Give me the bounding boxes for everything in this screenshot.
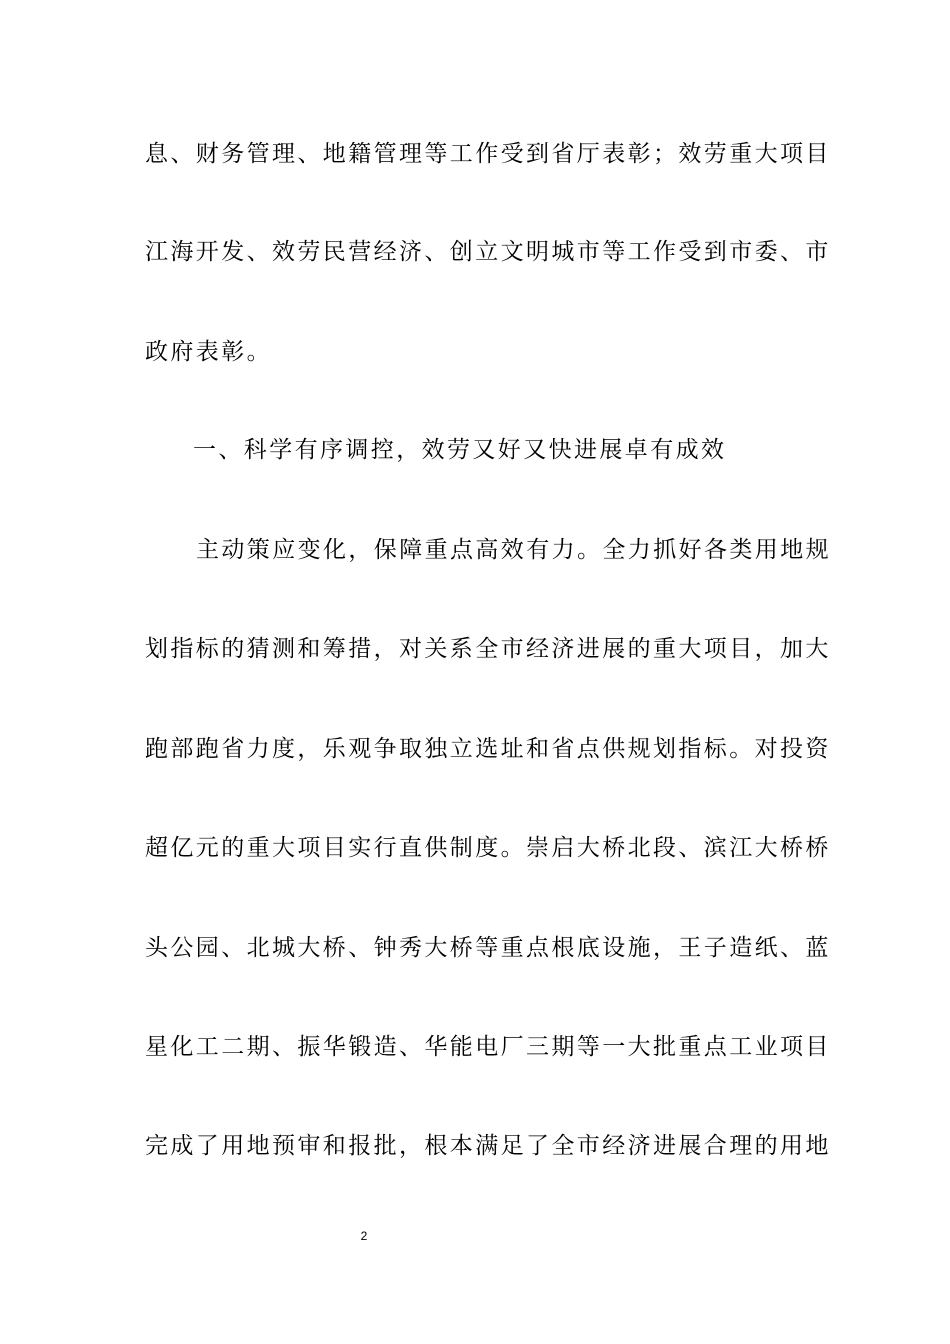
page-number: 2 bbox=[360, 1229, 368, 1243]
body-text-line: 息、财务管理、地籍管理等工作受到省厅表彰；效劳重大项目 bbox=[145, 141, 831, 167]
body-text-line: 跑部跑省力度，乐观争取独立选址和省点供规划指标。对投资 bbox=[145, 736, 831, 762]
section-heading: 一、科学有序调控，效劳又好又快进展卓有成效 bbox=[193, 437, 727, 463]
body-text-line: 政府表彰。 bbox=[145, 339, 272, 365]
paragraph-first-line: 主动策应变化，保障重点高效有力。全力抓好各类用地规 bbox=[196, 537, 831, 563]
body-text-line: 完成了用地预审和报批，根本满足了全市经济进展合理的用地 bbox=[145, 1133, 831, 1159]
body-text-line: 头公园、北城大桥、钟秀大桥等重点根底设施，王子造纸、蓝 bbox=[145, 935, 831, 961]
body-text-line: 划指标的猜测和筹措，对关系全市经济进展的重大项目，加大 bbox=[145, 636, 831, 662]
body-text-line: 超亿元的重大项目实行直供制度。崇启大桥北段、滨江大桥桥 bbox=[145, 835, 831, 861]
body-text-line: 星化工二期、振华锻造、华能电厂三期等一大批重点工业项目 bbox=[145, 1034, 831, 1060]
body-text-line: 江海开发、效劳民营经济、创立文明城市等工作受到市委、市 bbox=[145, 239, 831, 265]
